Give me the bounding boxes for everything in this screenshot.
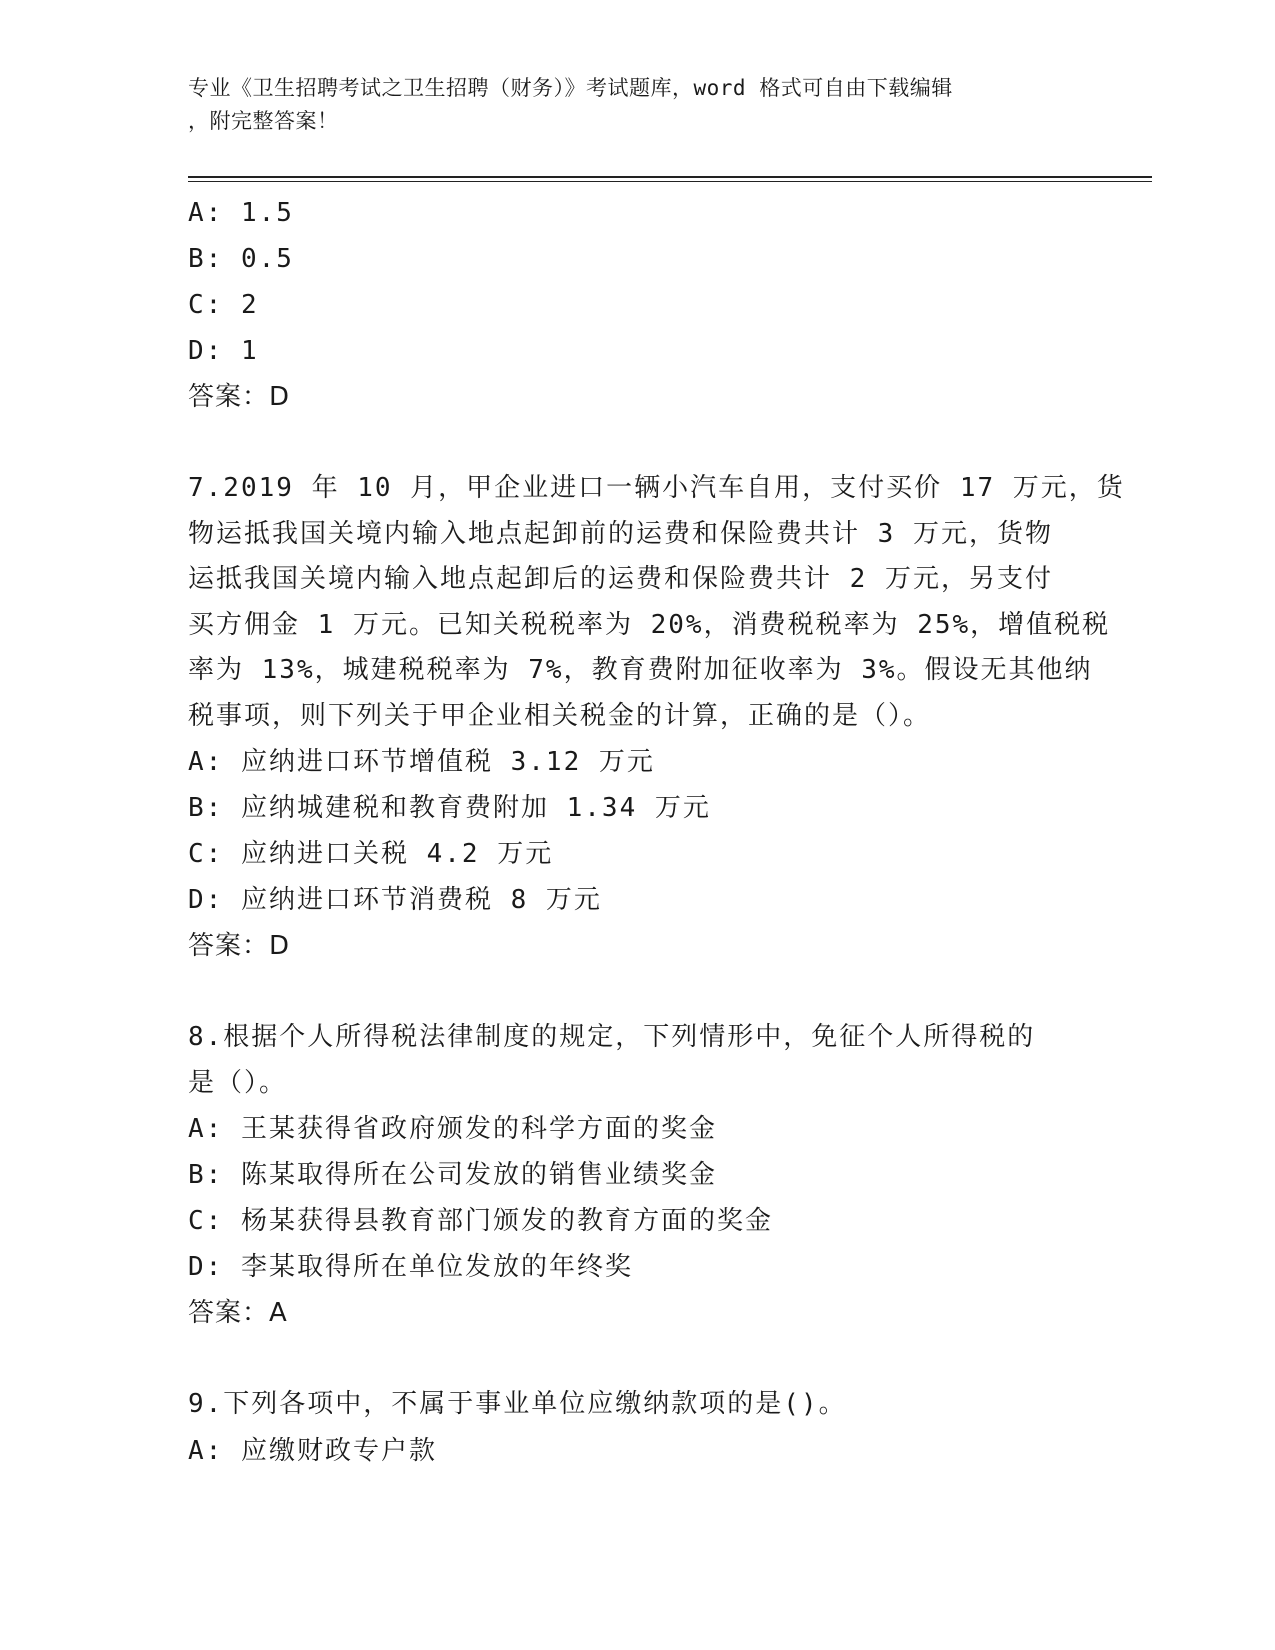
question-7-line: 率为 13%，城建税税率为 7%，教育费附加征收率为 3%。假设无其他纳 <box>188 655 1093 685</box>
question-7-block <box>188 466 1125 969</box>
option-a: A: 王某获得省政府颁发的科学方面的奖金 <box>188 1114 717 1144</box>
question-7-line: 买方佣金 1 万元。已知关税税率为 20%，消费税税率为 25%，增值税税 <box>188 609 1111 640</box>
option-c: C: 杨某获得县教育部门颁发的教育方面的奖金 <box>188 1206 773 1236</box>
question-8-line: 是（）。 <box>188 1067 288 1098</box>
spacer <box>188 1336 1088 1382</box>
document-header <box>188 72 1068 138</box>
option-a: A: 应缴财政专户款 <box>188 1435 437 1466</box>
option-b: B: 0.5 <box>188 244 294 274</box>
header-divider <box>188 176 1152 178</box>
option-d: D: 应纳进口环节消费税 8 万元 <box>188 885 602 915</box>
option-d: D: 1 <box>188 336 259 366</box>
option-c: C: 2 <box>188 290 259 320</box>
spacer <box>188 420 1088 466</box>
option-c: C: 应纳进口关税 4.2 万元 <box>188 839 554 869</box>
question-9-line: 9.下列各项中，不属于事业单位应缴纳款项的是()。 <box>188 1389 847 1419</box>
answer-line: 答案：D <box>188 931 291 961</box>
answer-line: 答案：D <box>188 382 291 412</box>
question-8-line: 8.根据个人所得税法律制度的规定，下列情形中，免征个人所得税的 <box>188 1022 1036 1052</box>
answer-line: 答案：A <box>188 1298 288 1328</box>
option-b: B: 陈某取得所在公司发放的销售业绩奖金 <box>188 1160 717 1190</box>
question-7-line: 税事项，则下列关于甲企业相关税金的计算，正确的是（）。 <box>188 700 932 731</box>
option-a: A: 1.5 <box>188 198 294 228</box>
question-7-text <box>188 466 1125 739</box>
question-8-text <box>188 1015 1088 1106</box>
header-divider-thin <box>188 181 1152 182</box>
header-line-1: 专业《卫生招聘考试之卫生招聘（财务）》考试题库，word 格式可自由下载编辑 <box>188 76 953 100</box>
option-b: B: 应纳城建税和教育费附加 1.34 万元 <box>188 793 711 823</box>
question-content <box>188 190 1125 1474</box>
question-7-line: 运抵我国关境内输入地点起卸后的运费和保险费共计 2 万元，另支付 <box>188 564 1053 594</box>
option-a: A: 应纳进口环节增值税 3.12 万元 <box>188 747 655 777</box>
prev-question-block <box>188 190 1088 420</box>
question-9-text <box>188 1382 1088 1428</box>
question-7-line: 物运抵我国关境内输入地点起卸前的运费和保险费共计 3 万元，货物 <box>188 518 1053 549</box>
question-9-block <box>188 1382 1088 1474</box>
question-7-line: 7.2019 年 10 月，甲企业进口一辆小汽车自用，支付买价 17 万元，货 <box>188 473 1125 503</box>
header-line-2: ，附完整答案！ <box>188 109 339 133</box>
question-8-block <box>188 1015 1088 1336</box>
option-d: D: 李某取得所在单位发放的年终奖 <box>188 1252 633 1282</box>
spacer <box>188 969 1088 1015</box>
